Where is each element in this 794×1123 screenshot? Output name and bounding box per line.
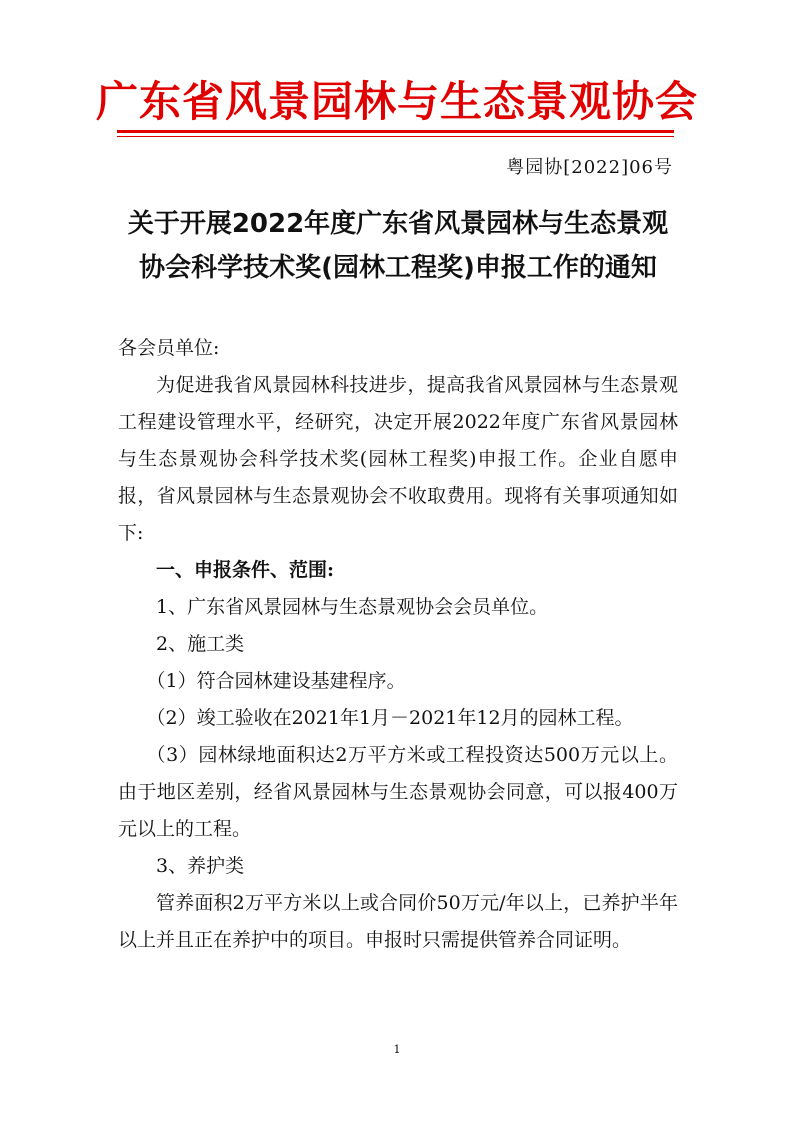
condition-item-3: 3、养护类 [156, 855, 245, 877]
page-number: 1 [393, 1043, 401, 1056]
maintenance-paragraph: 管养面积2万平方米以上或合同价50万元/年以上，已养护半年以上并且正在养护中的项目。申报时只需提供管养合同证明。 [118, 892, 678, 951]
document-title: 关于开展2022年度广东省风景园林与生态景观协会科学技术奖(园林工程奖)申报工作的通知 [127, 209, 669, 283]
section-heading-conditions: 一、申报条件、范围: [156, 559, 335, 581]
salutation: 各会员单位: [118, 337, 220, 359]
condition-item-1: 1、广东省风景园林与生态景观协会会员单位。 [156, 596, 549, 618]
masthead-rule-thin [117, 136, 674, 137]
document-body [118, 330, 678, 959]
masthead-org-name: 广东省风景园林与生态景观协会 [95, 77, 698, 126]
construction-sub-3: （3）园林绿地面积达2万平方米或工程投资达500万元以上。由于地区差别，经省风景园林与生态景观协会同意，可以报400万元以上的工程。 [118, 744, 678, 840]
construction-sub-2: （2）竣工验收在2021年1月－2021年12月的园林工程。 [146, 707, 634, 729]
condition-item-2: 2、施工类 [156, 633, 245, 655]
construction-sub-1: （1）符合园林建设基建程序。 [146, 670, 406, 692]
document-number: 粤园协[2022]06号 [506, 157, 673, 178]
intro-paragraph: 为促进我省风景园林科技进步，提高我省风景园林与生态景观工程建设管理水平，经研究，决定开展2022年度广东省风景园林与生态景观协会科学技术奖(园林工程奖)申报工作。企业自愿申报，省风景园林与生态景观协会不收取费用。现将有关事项通知如下: [118, 374, 678, 544]
masthead-rule-thick [117, 130, 674, 133]
